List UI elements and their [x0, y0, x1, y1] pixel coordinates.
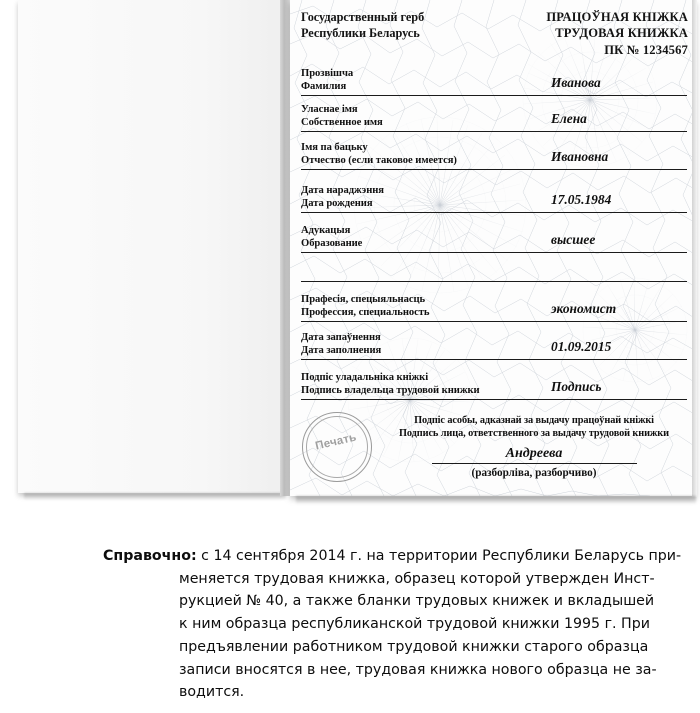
field-label-birth-date: [301, 184, 384, 210]
serial-number: ПК № 1234567: [604, 42, 688, 57]
field-value-education[interactable]: высшее: [551, 232, 596, 247]
seal-label: Печать: [314, 431, 358, 453]
field-label-given-name: [301, 103, 383, 129]
footnote-line-6: записи вносятся в нее, трудовая книжка нового образца не за-: [179, 661, 657, 678]
label-ru: Отчество (если таковое имеется): [301, 154, 457, 166]
document-title-block: [546, 9, 688, 58]
footnote-line-5: предъявлении работником трудовой книжки старого образца: [179, 638, 649, 655]
field-label-surname: [301, 67, 353, 93]
field-value-patronymic[interactable]: Ивановна: [551, 149, 609, 164]
signature-caption-ru: Подпись лица, ответственного за выдачу трудовой книжки: [399, 428, 669, 440]
footnote-line-7: водится.: [179, 684, 245, 701]
field-row-surname: [301, 60, 687, 96]
field-value-owner-signature[interactable]: Подпись: [551, 379, 602, 394]
field-value-fill-date[interactable]: 01.09.2015: [551, 339, 612, 354]
field-row-birth-date: [301, 170, 687, 213]
field-value-surname[interactable]: Иванова: [551, 75, 601, 90]
signature-name-line: [432, 444, 637, 464]
right-page-shadow: [296, 496, 696, 504]
label-ru: Фамилия: [301, 80, 347, 92]
field-value-birth-date[interactable]: 17.05.1984: [551, 192, 612, 207]
label-ru: Собственное имя: [301, 116, 383, 128]
field-label-profession: [301, 293, 430, 319]
label-ru: Дата рождения: [301, 197, 373, 209]
label-ru: Подпись владельца трудовой книжки: [301, 384, 480, 396]
title-russian: ТРУДОВАЯ КНИЖКА: [555, 26, 688, 41]
label-by: Уласнае імя: [301, 103, 358, 115]
emblem-line-1: Государственный герб: [301, 10, 425, 24]
emblem-line-2: Республики Беларусь: [301, 25, 420, 40]
footnote-line-1: [103, 545, 682, 568]
label-ru: Образование: [301, 237, 363, 249]
field-value-given-name[interactable]: Елена: [551, 111, 587, 126]
footnote-line-3: рукцией № 40, а также бланки трудовых книжек и вкладышей: [179, 593, 655, 610]
footnote-line-4: к ним образца республиканской трудовой книжки 1995 г. При: [179, 616, 650, 633]
label-ru: Профессия, специальность: [301, 306, 430, 318]
label-by: Дата запаўнення: [301, 331, 381, 343]
footnote-line-2: меняется трудовая книжка, образец которой утвержден Инст-: [179, 570, 655, 587]
signature-caption-by: Подпіс асобы, адказнай за выдачу працоўнай кніжкі: [414, 415, 654, 426]
label-by: Подпіс уладальніка кніжкі: [301, 371, 429, 383]
right-page-form: [290, 0, 696, 496]
label-by: Прозвішча: [301, 67, 354, 79]
official-seal-placeholder: [302, 412, 374, 484]
signature-legibility-note: (разборліва, разборчиво): [471, 466, 597, 479]
signature-name[interactable]: Андреева: [505, 445, 563, 461]
field-row-owner-signature: [301, 360, 687, 400]
footnote-paragraph: [103, 545, 682, 704]
field-row-given-name: [301, 96, 687, 132]
label-ru: Дата заполнения: [301, 344, 382, 356]
left-page-shadow: [24, 493, 286, 500]
field-row-fill-date: [301, 322, 687, 360]
form-content-layer: [290, 0, 696, 496]
field-row-patronymic: [301, 132, 687, 170]
field-label-owner-signature: [301, 371, 480, 397]
field-value-profession[interactable]: экономист: [551, 301, 617, 316]
left-page-blank: [18, 0, 284, 493]
field-row-blank: [301, 253, 687, 282]
field-label-education: [301, 224, 362, 250]
state-emblem-caption: [301, 10, 424, 41]
title-belarusian: ПРАЦОЎНАЯ КНІЖКА: [546, 10, 688, 24]
footnote-lead: Справочно:: [103, 548, 197, 564]
label-by: Дата нараджэння: [301, 184, 384, 196]
label-by: Адукацыя: [301, 224, 351, 236]
field-row-profession: [301, 282, 687, 322]
label-by: Прафесія, спецыяльнасць: [301, 293, 426, 305]
field-row-education: [301, 213, 687, 253]
label-by: Імя па бацьку: [301, 141, 368, 153]
field-label-fill-date: [301, 331, 381, 357]
footnote-line-1-text: с 14 сентября 2014 г. на территории Республики Беларусь при-: [201, 548, 682, 564]
responsible-person-signature-block: [384, 414, 684, 479]
field-label-patronymic: [301, 141, 457, 167]
